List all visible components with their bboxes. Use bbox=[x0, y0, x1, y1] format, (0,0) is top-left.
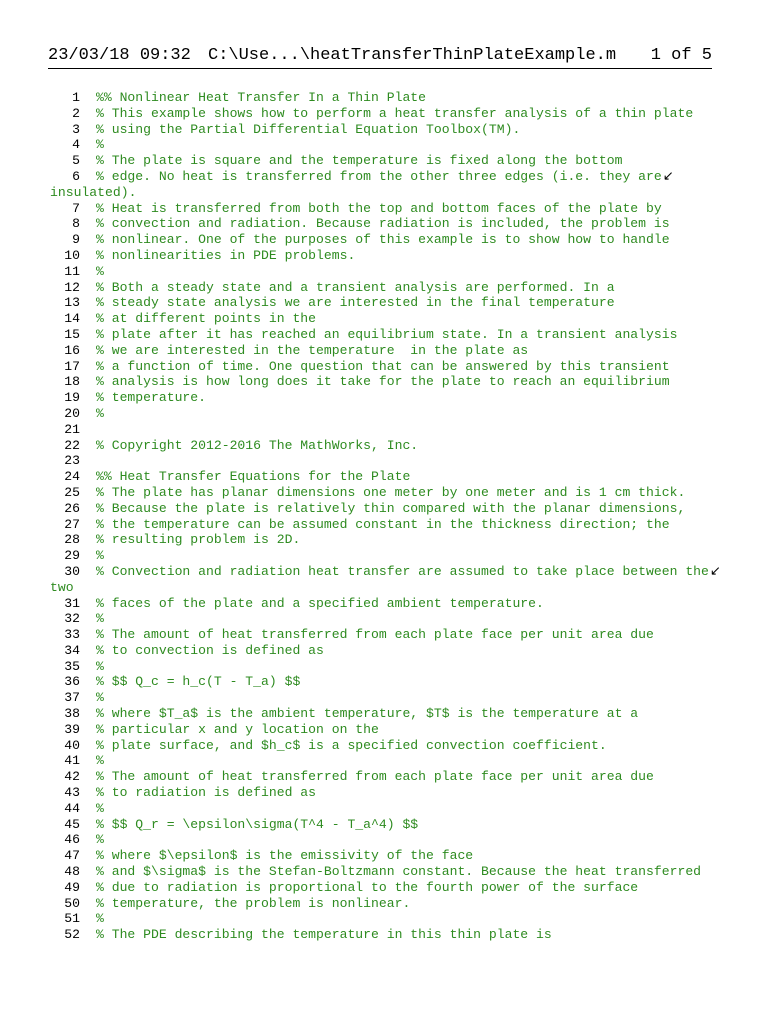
code-line bbox=[0, 201, 768, 217]
code-line bbox=[0, 106, 768, 122]
line-number: 9 bbox=[72, 232, 80, 248]
comment-text: % Because the plate is relatively thin compared with the planar dimensions, bbox=[96, 500, 686, 516]
line-text bbox=[96, 311, 316, 327]
code-line bbox=[0, 722, 768, 738]
comment-text: % to radiation is defined as bbox=[96, 785, 317, 801]
code-line bbox=[0, 153, 768, 169]
line-number: 10 bbox=[64, 247, 80, 263]
line-text bbox=[96, 343, 528, 359]
line-number: 50 bbox=[64, 895, 80, 911]
line-number: 48 bbox=[64, 864, 80, 880]
comment-text: % the temperature can be assumed constant in the thickness direction; the bbox=[96, 516, 670, 532]
code-line bbox=[0, 927, 768, 943]
line-text bbox=[96, 201, 662, 217]
page-number: 1 of 5 bbox=[650, 46, 712, 65]
code-line bbox=[0, 627, 768, 643]
line-text bbox=[96, 596, 544, 612]
comment-text: % at different points in the bbox=[96, 311, 317, 327]
comment-text: % we are interested in the temperature in the plate as bbox=[96, 342, 529, 358]
line-text bbox=[96, 801, 104, 817]
comment-text: % analysis is how long does it take for the plate to reach an equilibrium bbox=[96, 374, 670, 390]
comment-text: % where $T_a$ is the ambient temperature, $T$ is the temperature at a bbox=[96, 706, 639, 722]
line-text bbox=[96, 122, 520, 138]
line-number: 34 bbox=[64, 642, 80, 658]
comment-text: % to convection is defined as bbox=[96, 642, 324, 658]
comment-text: % The PDE describing the temperature in this thin plate is bbox=[96, 927, 552, 943]
code-line bbox=[0, 280, 768, 296]
code-line bbox=[0, 785, 768, 801]
comment-text: % where $\epsilon$ is the emissivity of the face bbox=[96, 848, 474, 864]
line-number: 35 bbox=[64, 658, 80, 674]
code-line bbox=[0, 485, 768, 501]
line-number: 6 bbox=[72, 168, 80, 184]
code-line bbox=[0, 738, 768, 754]
line-text bbox=[96, 659, 104, 675]
comment-text: % $$ Q_c = h_c(T - T_a) $$ bbox=[96, 674, 301, 690]
line-text bbox=[96, 753, 104, 769]
line-number: 20 bbox=[64, 405, 80, 421]
comment-text: % plate after it has reached an equilibrium state. In a transient analysis bbox=[96, 326, 678, 342]
line-number: 2 bbox=[72, 105, 80, 121]
line-text bbox=[96, 532, 300, 548]
line-number: 1 bbox=[72, 90, 80, 105]
code-line bbox=[0, 753, 768, 769]
code-line bbox=[0, 137, 768, 153]
comment-text: % faces of the plate and a specified ambient temperature. bbox=[96, 595, 544, 611]
print-header bbox=[48, 40, 712, 69]
code-line bbox=[0, 501, 768, 517]
line-text bbox=[96, 643, 324, 659]
comment-text: % The amount of heat transferred from each plate face per unit area due bbox=[96, 769, 654, 785]
comment-text: % using the Partial Differential Equation Toolbox(TM). bbox=[96, 121, 521, 137]
code-line bbox=[0, 232, 768, 248]
comment-text: % bbox=[96, 548, 104, 564]
line-number: 29 bbox=[64, 548, 80, 564]
line-text bbox=[96, 911, 104, 927]
code-line bbox=[0, 343, 768, 359]
comment-text: % bbox=[96, 832, 104, 848]
line-text bbox=[96, 438, 418, 454]
comment-text: % Convection and radiation heat transfer are assumed to take place between the bbox=[96, 563, 709, 579]
line-number: 51 bbox=[64, 911, 80, 927]
line-text bbox=[96, 722, 379, 738]
line-text bbox=[96, 564, 721, 580]
line-text bbox=[96, 864, 701, 880]
code-line bbox=[0, 674, 768, 690]
comment-text: % bbox=[96, 911, 104, 927]
line-number: 13 bbox=[64, 295, 80, 311]
line-number: 44 bbox=[64, 800, 80, 816]
line-text bbox=[96, 359, 670, 375]
line-text bbox=[96, 374, 670, 390]
line-number: 37 bbox=[64, 690, 80, 706]
comment-text: % Both a steady state and a transient analysis are performed. In a bbox=[96, 279, 615, 295]
comment-text: % The plate has planar dimensions one meter by one meter and is 1 cm thick. bbox=[96, 484, 686, 500]
line-text bbox=[96, 627, 654, 643]
code-line bbox=[0, 880, 768, 896]
line-number: 22 bbox=[64, 437, 80, 453]
line-text bbox=[96, 738, 607, 754]
comment-text: % nonlinearities in PDE problems. bbox=[96, 247, 356, 263]
code-line bbox=[0, 690, 768, 706]
line-number: 21 bbox=[64, 421, 80, 437]
line-number: 49 bbox=[64, 879, 80, 895]
line-text bbox=[96, 469, 410, 485]
code-line bbox=[0, 548, 768, 564]
line-text bbox=[96, 137, 104, 153]
code-line bbox=[0, 327, 768, 343]
code-line bbox=[0, 706, 768, 722]
code-line bbox=[0, 90, 768, 106]
comment-text: %% Nonlinear Heat Transfer In a Thin Plate bbox=[96, 90, 427, 105]
line-number: 52 bbox=[64, 927, 80, 943]
line-number: 32 bbox=[64, 611, 80, 627]
comment-text: % The amount of heat transferred from each plate face per unit area due bbox=[96, 627, 654, 643]
line-text bbox=[96, 927, 552, 943]
comment-text: % bbox=[96, 405, 104, 421]
comment-text: % resulting problem is 2D. bbox=[96, 532, 301, 548]
line-number: 47 bbox=[64, 848, 80, 864]
comment-text: % Copyright 2012-2016 The MathWorks, Inc. bbox=[96, 437, 419, 453]
line-number: 25 bbox=[64, 484, 80, 500]
comment-text: % $$ Q_r = \epsilon\sigma(T^4 - T_a^4) $$ bbox=[96, 816, 419, 832]
code-line-continuation bbox=[0, 185, 768, 201]
code-line bbox=[0, 564, 768, 580]
code-line bbox=[0, 643, 768, 659]
line-text bbox=[96, 153, 622, 169]
code-line bbox=[0, 422, 768, 438]
line-text bbox=[96, 390, 206, 406]
line-text bbox=[96, 548, 104, 564]
comment-text: % bbox=[96, 263, 104, 279]
comment-text: % This example shows how to perform a heat transfer analysis of a thin plate bbox=[96, 105, 694, 121]
print-date: 23/03/18 09:32 bbox=[48, 46, 191, 65]
line-number: 24 bbox=[64, 469, 80, 485]
line-number: 33 bbox=[64, 627, 80, 643]
code-line-continuation bbox=[0, 580, 768, 596]
line-number: 40 bbox=[64, 737, 80, 753]
code-line bbox=[0, 832, 768, 848]
comment-text: % bbox=[96, 800, 104, 816]
comment-text: % and $\sigma$ is the Stefan-Boltzmann constant. Because the heat transferred bbox=[96, 864, 702, 880]
comment-text: % Heat is transferred from both the top and bottom faces of the plate by bbox=[96, 200, 662, 216]
line-number: 8 bbox=[72, 216, 80, 232]
comment-text: % bbox=[96, 753, 104, 769]
line-number: 19 bbox=[64, 390, 80, 406]
line-text bbox=[96, 264, 104, 280]
line-number: 12 bbox=[64, 279, 80, 295]
code-line bbox=[0, 611, 768, 627]
line-number: 38 bbox=[64, 706, 80, 722]
line-number: 4 bbox=[72, 137, 80, 153]
code-line bbox=[0, 801, 768, 817]
line-text bbox=[96, 485, 685, 501]
code-line bbox=[0, 295, 768, 311]
comment-text: % bbox=[96, 611, 104, 627]
line-number: 31 bbox=[64, 595, 80, 611]
line-number: 30 bbox=[64, 563, 80, 579]
line-number: 41 bbox=[64, 753, 80, 769]
continuation-text: insulated). bbox=[50, 184, 137, 200]
line-text bbox=[96, 90, 426, 106]
line-number: 5 bbox=[72, 153, 80, 169]
comment-text: %% Heat Transfer Equations for the Plate bbox=[96, 469, 411, 485]
line-wrap-icon: ↙ bbox=[662, 168, 674, 184]
code-line bbox=[0, 596, 768, 612]
comment-text: % nonlinear. One of the purposes of this example is to show how to handle bbox=[96, 232, 670, 248]
code-line bbox=[0, 864, 768, 880]
line-number: 11 bbox=[64, 263, 80, 279]
comment-text: % steady state analysis we are interested in the final temperature bbox=[96, 295, 615, 311]
line-text bbox=[96, 406, 104, 422]
code-line bbox=[0, 390, 768, 406]
line-text bbox=[96, 216, 670, 232]
line-text bbox=[96, 832, 104, 848]
line-number: 18 bbox=[64, 374, 80, 390]
code-line bbox=[0, 469, 768, 485]
comment-text: % The plate is square and the temperature is fixed along the bottom bbox=[96, 153, 623, 169]
line-number: 28 bbox=[64, 532, 80, 548]
comment-text: % bbox=[96, 690, 104, 706]
code-line bbox=[0, 517, 768, 533]
code-line bbox=[0, 532, 768, 548]
line-number: 42 bbox=[64, 769, 80, 785]
line-number: 36 bbox=[64, 674, 80, 690]
code-line bbox=[0, 406, 768, 422]
line-number: 45 bbox=[64, 816, 80, 832]
line-text bbox=[96, 611, 104, 627]
line-text bbox=[96, 280, 615, 296]
comment-text: % temperature. bbox=[96, 390, 207, 406]
line-number: 17 bbox=[64, 358, 80, 374]
line-number: 43 bbox=[64, 785, 80, 801]
code-line bbox=[0, 438, 768, 454]
comment-text: % edge. No heat is transferred from the other three edges (i.e. they are bbox=[96, 168, 662, 184]
code-listing bbox=[0, 90, 768, 943]
line-number: 27 bbox=[64, 516, 80, 532]
line-number: 26 bbox=[64, 500, 80, 516]
line-number: 16 bbox=[64, 342, 80, 358]
code-line bbox=[0, 896, 768, 912]
file-path: C:\Use...\heatTransferThinPlateExample.m bbox=[208, 46, 617, 65]
comment-text: % due to radiation is proportional to the fourth power of the surface bbox=[96, 879, 639, 895]
line-text bbox=[96, 706, 638, 722]
line-text bbox=[96, 295, 615, 311]
code-line bbox=[0, 374, 768, 390]
line-text bbox=[96, 106, 693, 122]
code-line bbox=[0, 122, 768, 138]
comment-text: % plate surface, and $h_c$ is a specified convection coefficient. bbox=[96, 737, 607, 753]
code-line bbox=[0, 848, 768, 864]
line-wrap-icon: ↙ bbox=[709, 563, 721, 579]
line-text bbox=[96, 232, 670, 248]
line-text bbox=[96, 327, 677, 343]
code-line bbox=[0, 769, 768, 785]
line-number: 14 bbox=[64, 311, 80, 327]
line-number: 46 bbox=[64, 832, 80, 848]
line-text bbox=[96, 248, 355, 264]
comment-text: % bbox=[96, 137, 104, 153]
line-number: 7 bbox=[72, 200, 80, 216]
line-text bbox=[96, 169, 674, 185]
line-number: 23 bbox=[64, 453, 80, 469]
line-text bbox=[96, 785, 316, 801]
code-line bbox=[0, 911, 768, 927]
code-line bbox=[0, 359, 768, 375]
line-number: 39 bbox=[64, 721, 80, 737]
line-number: 3 bbox=[72, 121, 80, 137]
code-line bbox=[0, 311, 768, 327]
line-text bbox=[96, 769, 654, 785]
continuation-text: two bbox=[50, 579, 74, 595]
code-line bbox=[0, 216, 768, 232]
comment-text: % a function of time. One question that can be answered by this transient bbox=[96, 358, 670, 374]
code-line bbox=[0, 817, 768, 833]
line-text bbox=[96, 896, 410, 912]
line-text bbox=[96, 817, 418, 833]
line-number: 15 bbox=[64, 326, 80, 342]
comment-text: % particular x and y location on the bbox=[96, 721, 379, 737]
line-text bbox=[96, 517, 670, 533]
comment-text: % convection and radiation. Because radiation is included, the problem is bbox=[96, 216, 670, 232]
code-line bbox=[0, 169, 768, 185]
comment-text: % bbox=[96, 658, 104, 674]
comment-text: % temperature, the problem is nonlinear. bbox=[96, 895, 411, 911]
code-line bbox=[0, 659, 768, 675]
line-text bbox=[96, 690, 104, 706]
code-line bbox=[0, 453, 768, 469]
line-text bbox=[96, 674, 300, 690]
line-text bbox=[96, 848, 473, 864]
code-line bbox=[0, 264, 768, 280]
line-text bbox=[96, 880, 638, 896]
line-text bbox=[96, 501, 685, 517]
code-line bbox=[0, 248, 768, 264]
